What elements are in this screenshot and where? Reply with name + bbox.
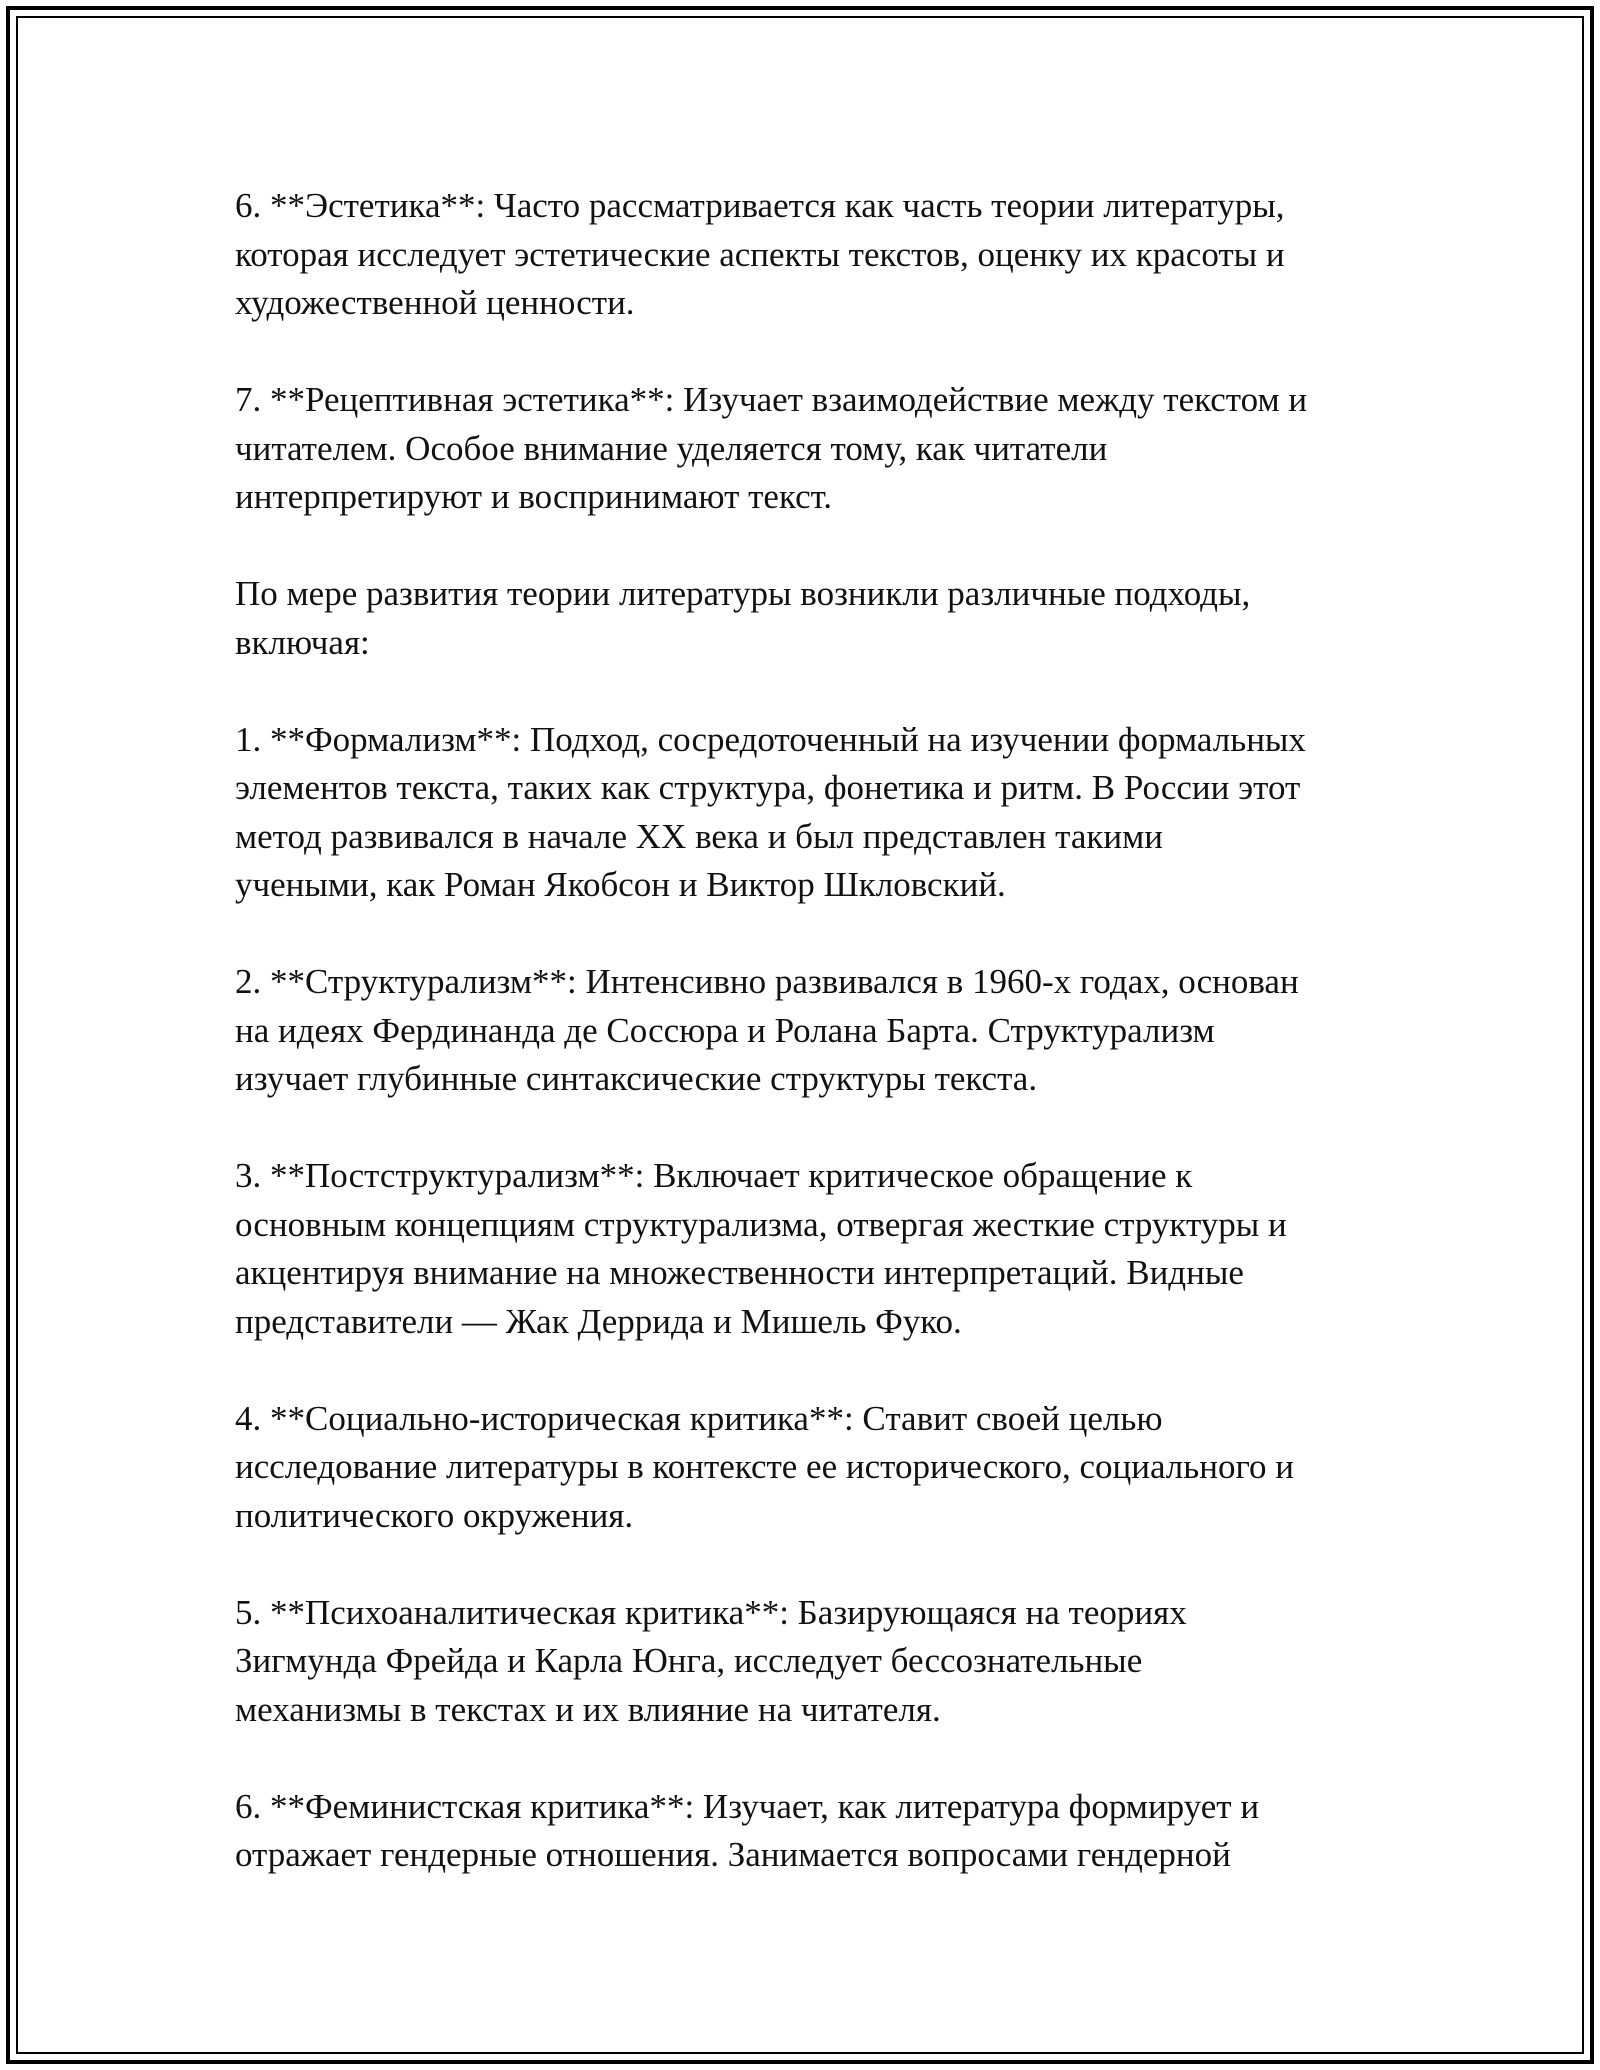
paragraph-socio-historical-criticism xyxy=(235,1395,1385,1541)
text-line: 4. **Социально-историческая критика**: Ставит своей целью xyxy=(235,1398,1163,1438)
text-line: 2. **Структурализм**: Интенсивно развивался в 1960-х годах, основан xyxy=(235,962,1299,1001)
text-line: отражает гендерные отношения. Занимается вопросами гендерной xyxy=(235,1835,1231,1874)
text-line: интерпретируют и воспринимают текст. xyxy=(235,477,833,516)
text-line: Зигмунда Фрейда и Карла Юнга, исследует бессознательные xyxy=(235,1641,1143,1680)
paragraph-poststructuralism xyxy=(235,1152,1385,1346)
text-line: основным концепциям структурализма, отвергая жесткие структуры и xyxy=(235,1204,1287,1244)
text-line: учеными, как Роман Якобсон и Виктор Шкловский. xyxy=(235,865,1006,904)
text-line: читателем. Особое внимание уделяется тому, как читатели xyxy=(235,428,1108,468)
text-line: включая: xyxy=(235,622,370,662)
paragraph-psychoanalytic-criticism xyxy=(235,1589,1385,1735)
text-line: художественной ценности. xyxy=(235,283,635,322)
text-line: механизмы в текстах и их влияние на читателя. xyxy=(235,1689,941,1729)
text-line: 6. **Эстетика**: Часто рассматривается как часть теории литературы, xyxy=(235,186,1285,225)
text-line: представители — Жак Деррида и Мишель Фуко. xyxy=(235,1301,962,1341)
paragraph-approaches-intro xyxy=(235,570,1385,667)
document-body xyxy=(235,182,1385,1928)
paragraph-feminist-criticism xyxy=(235,1783,1385,1880)
text-line: метод развивался в начале XX века и был представлен такими xyxy=(235,816,1164,856)
text-line: 1. **Формализм**: Подход, сосредоточенный на изучении формальных xyxy=(235,719,1306,759)
text-line: политического окружения. xyxy=(235,1495,634,1535)
text-line: которая исследует эстетические аспекты текстов, оценку их красоты и xyxy=(235,234,1285,274)
text-line: акцентируя внимание на множественности интерпретаций. Видные xyxy=(235,1253,1244,1292)
text-line: на идеях Фердинанда де Соссюра и Ролана Барта. Структурализм xyxy=(235,1010,1215,1050)
text-line: 5. **Психоаналитическая критика**: Базирующаяся на теориях xyxy=(235,1592,1187,1632)
paragraph-structuralism xyxy=(235,958,1385,1104)
text-line: элементов текста, таких как структура, фонетика и ритм. В России этот xyxy=(235,768,1301,807)
paragraph-aesthetics xyxy=(235,182,1385,328)
paragraph-reception-aesthetics xyxy=(235,376,1385,522)
text-line: 6. **Феминистская критика**: Изучает, как литература формирует и xyxy=(235,1786,1260,1826)
text-line: 3. **Постструктурализм**: Включает критическое обращение к xyxy=(235,1156,1193,1195)
text-line: исследование литературы в контексте ее исторического, социального и xyxy=(235,1447,1294,1486)
text-line: 7. **Рецептивная эстетика**: Изучает взаимодействие между текстом и xyxy=(235,380,1308,419)
text-line: изучает глубинные синтаксические структуры текста. xyxy=(235,1059,1038,1098)
text-line: По мере развития теории литературы возникли различные подходы, xyxy=(235,574,1251,613)
paragraph-formalism xyxy=(235,716,1385,910)
